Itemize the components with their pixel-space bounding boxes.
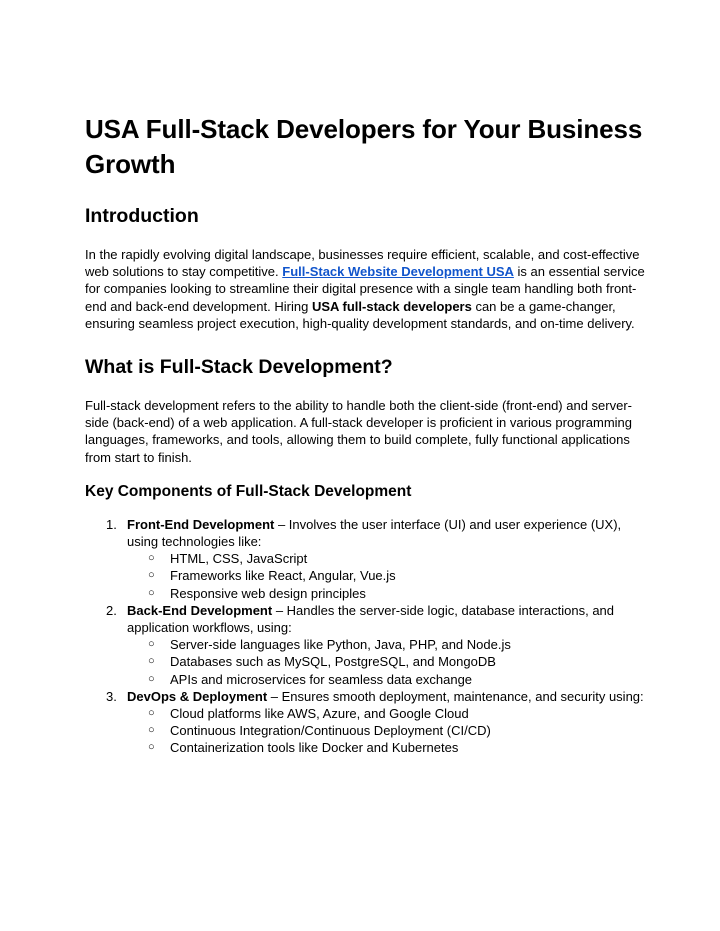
components-list (85, 516, 645, 757)
sub-list-item-text: Continuous Integration/Continuous Deployment (CI/CD) (170, 723, 491, 739)
sub-list-item (127, 705, 645, 722)
sub-list-item (127, 671, 645, 688)
sub-list-item-text: APIs and microservices for seamless data exchange (170, 671, 473, 687)
list-item-desc: – Ensures smooth deployment, maintenance, and security using: (267, 688, 644, 704)
list-item (85, 602, 645, 688)
document-page (85, 112, 645, 757)
list-item-title: DevOps & Deployment (127, 688, 268, 704)
circle-bullet-icon: ○ (148, 672, 155, 685)
sub-list-item (127, 567, 645, 584)
circle-bullet-icon: ○ (148, 552, 155, 565)
circle-bullet-icon: ○ (148, 586, 155, 599)
sub-list-item-text: Frameworks like React, Angular, Vue.js (170, 568, 396, 584)
circle-bullet-icon: ○ (148, 569, 155, 582)
circle-bullet-icon: ○ (148, 707, 155, 720)
what-heading: What is Full-Stack Development? (85, 356, 393, 379)
sub-list-item-text: Responsive web design principles (170, 585, 366, 601)
circle-bullet-icon: ○ (148, 638, 155, 651)
intro-bold-text: USA full-stack developers (311, 298, 472, 314)
document-title: USA Full-Stack Developers for Your Business Growth (85, 114, 643, 179)
what-paragraph: Full-stack development refers to the ability to handle both the client-side (front-end) and server-side (back-end) of a web application. A full-stack developer is proficient in various programming languages, frameworks, and tools, allowing them to build complete, fully functional applications from start to finish. (85, 398, 632, 465)
intro-heading: Introduction (85, 205, 199, 227)
list-item (85, 516, 645, 602)
full-stack-development-link[interactable]: Full-Stack Website Development USA (282, 264, 514, 280)
sub-list-item-text: Cloud platforms like AWS, Azure, and Google Cloud (170, 706, 469, 722)
sub-list-item-text: Containerization tools like Docker and Kubernetes (170, 740, 459, 756)
sub-list-item (127, 739, 645, 756)
sub-list (127, 636, 645, 688)
intro-paragraph (85, 246, 645, 332)
intro-text-3: can be a game-changer, ensuring seamless project execution, high-quality development standards, and on-time delivery. (85, 298, 635, 331)
circle-bullet-icon: ○ (148, 724, 155, 737)
circle-bullet-icon: ○ (148, 655, 155, 668)
sub-list (127, 550, 645, 602)
sub-list-item-text: HTML, CSS, JavaScript (170, 551, 308, 567)
key-components-heading: Key Components of Full-Stack Development (85, 482, 412, 500)
sub-list-item (127, 653, 645, 670)
sub-list-item (127, 550, 645, 567)
list-item-desc: – Handles the server-side logic, database interactions, and application workflows, using: (127, 602, 615, 636)
list-item (85, 688, 645, 757)
sub-list-item (127, 585, 645, 602)
list-item-title: Front-End Development (127, 516, 275, 532)
circle-bullet-icon: ○ (148, 741, 155, 754)
list-item-title: Back-End Development (127, 602, 273, 618)
sub-list (127, 705, 645, 757)
list-number: 2. (106, 602, 117, 618)
intro-text-2: is an essential service for companies looking to streamline their digital presence with a single team handling both front-end and back-end development. Hiring (85, 264, 645, 314)
list-number: 1. (106, 516, 117, 532)
sub-list-item (127, 636, 645, 653)
sub-list-item-text: Server-side languages like Python, Java, PHP, and Node.js (170, 637, 511, 653)
intro-text-1: In the rapidly evolving digital landscape, businesses require efficient, scalable, and cost-effective web solutions to stay competitive. (85, 247, 640, 280)
sub-list-item (127, 722, 645, 739)
list-number: 3. (106, 688, 117, 704)
sub-list-item-text: Databases such as MySQL, PostgreSQL, and MongoDB (170, 654, 496, 670)
list-item-desc: – Involves the user interface (UI) and user experience (UX), using technologies like: (127, 516, 622, 550)
